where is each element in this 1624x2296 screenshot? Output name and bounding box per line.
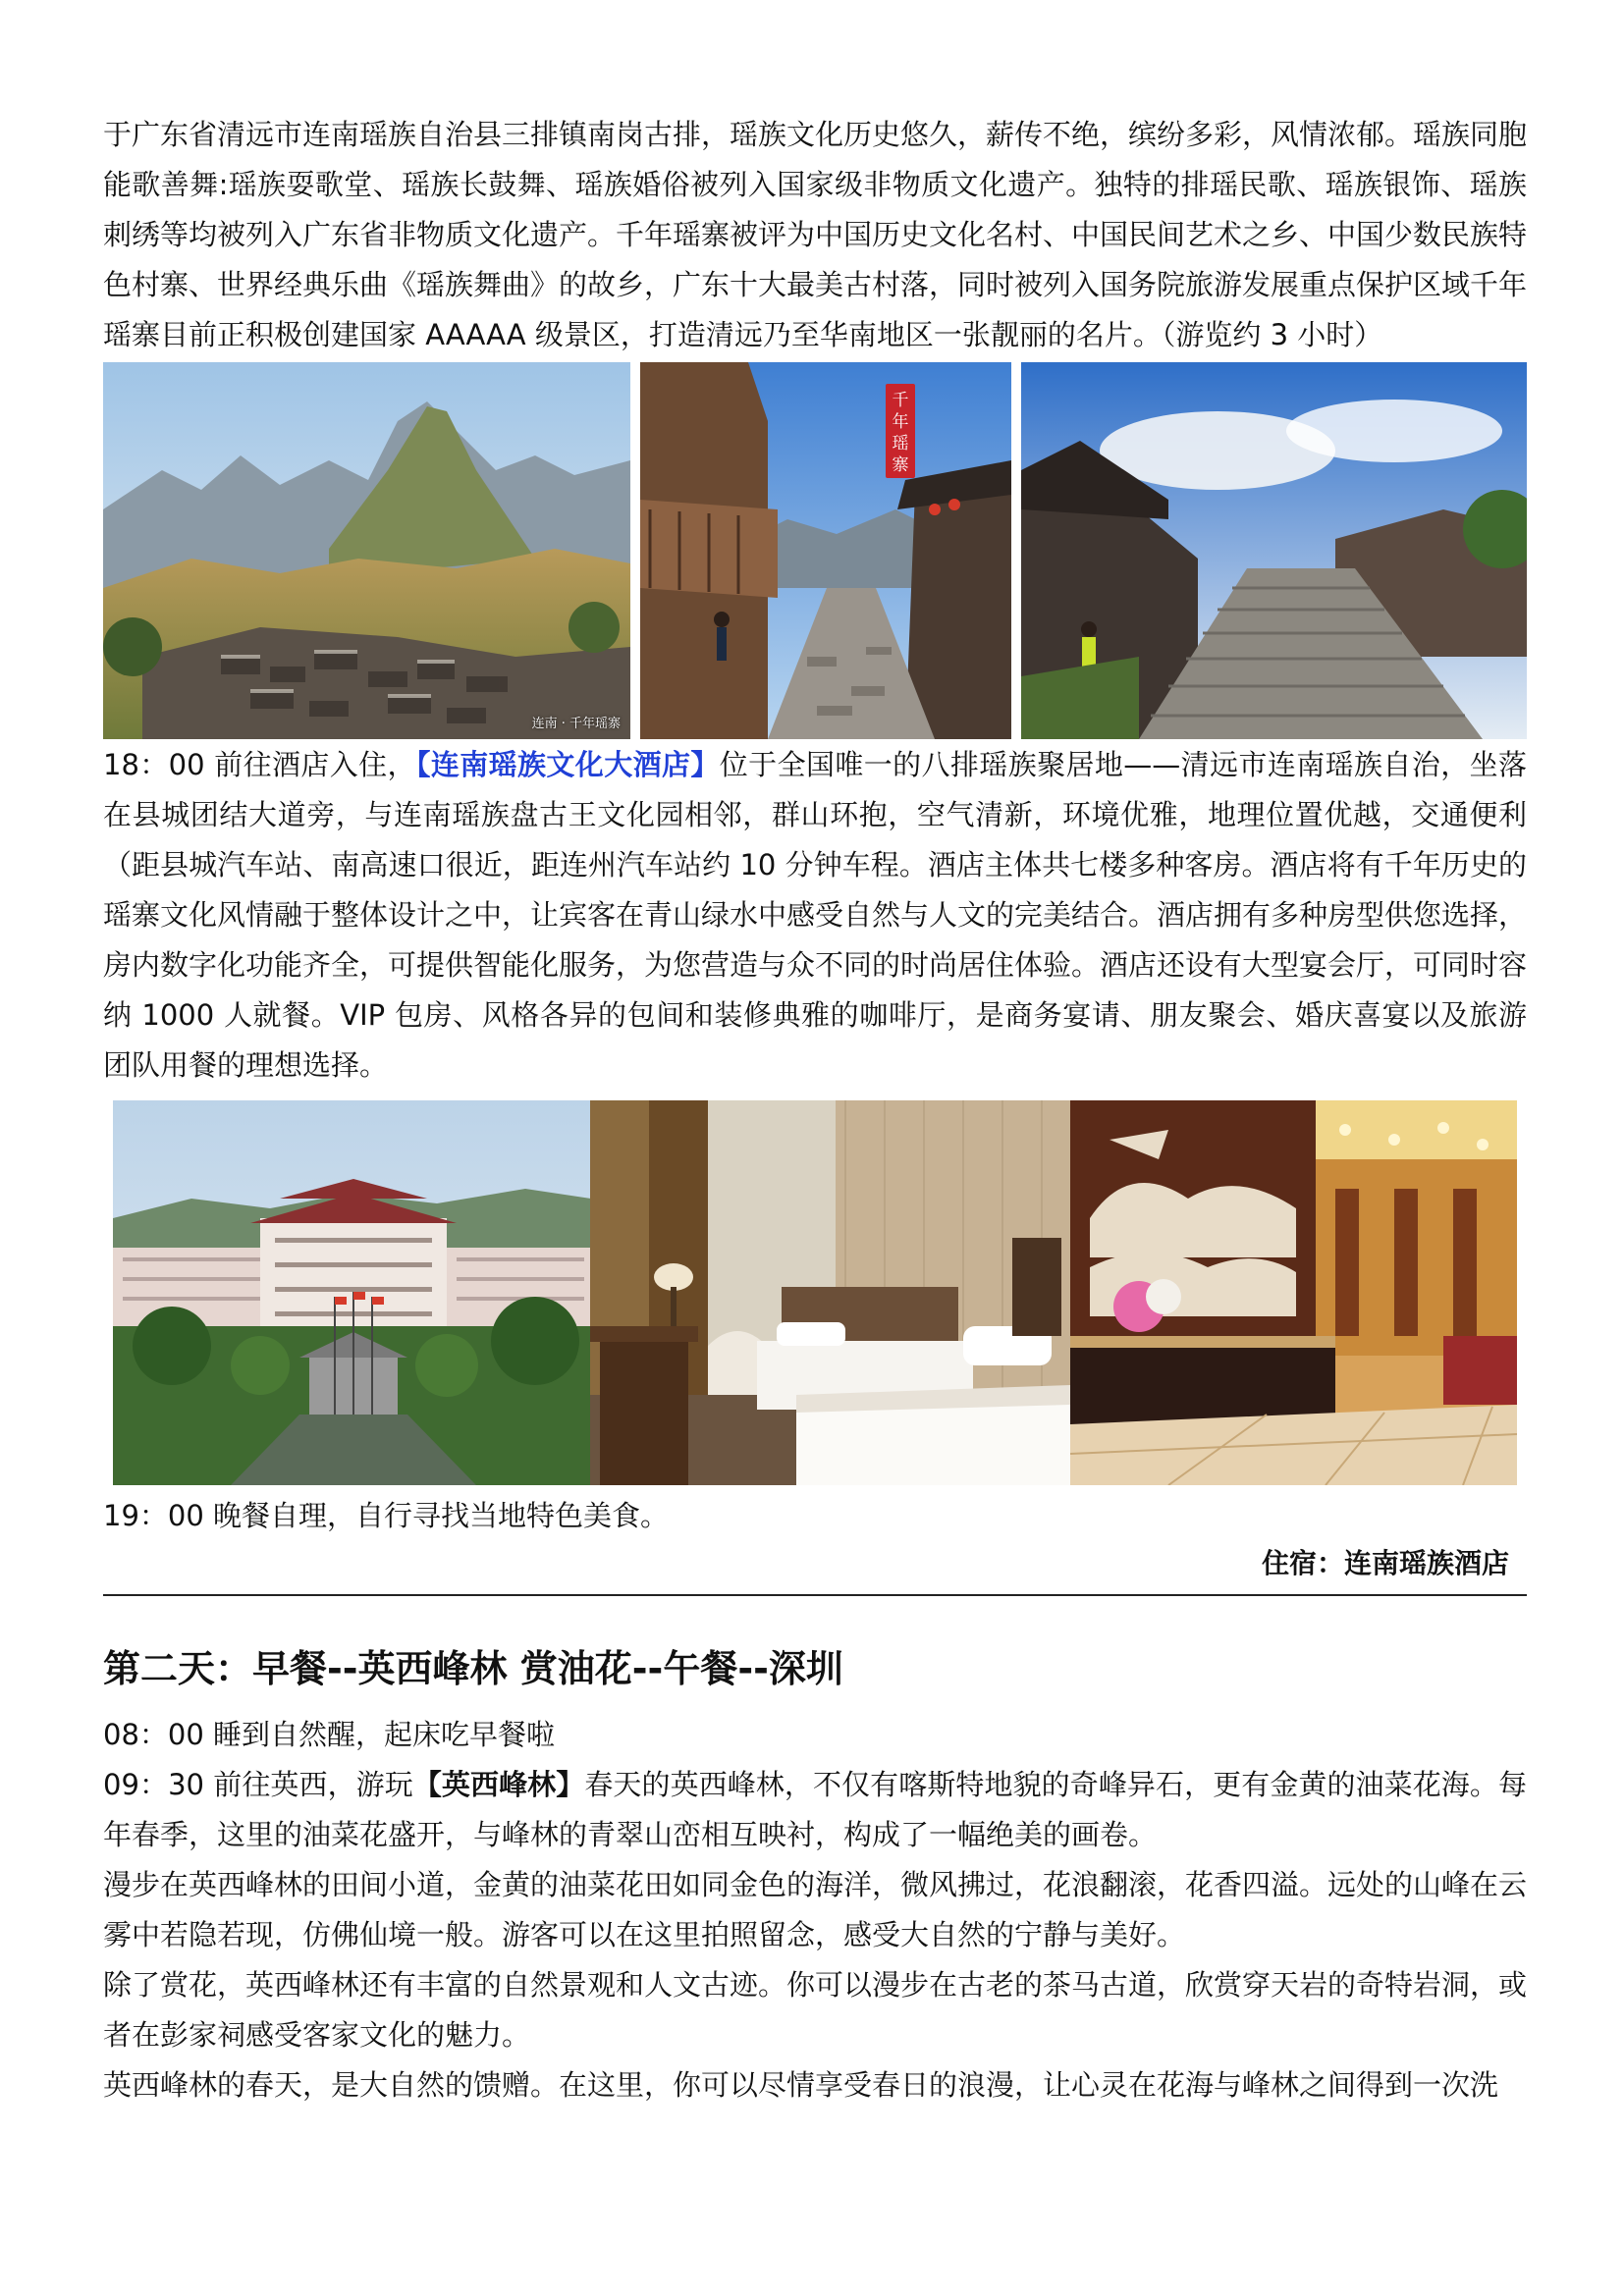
day2-title: 第二天：早餐--英西峰林 赏油花--午餐--深圳 bbox=[103, 1647, 843, 1690]
hotel-name: 【连南瑶族文化大酒店】 bbox=[415, 748, 720, 781]
hotel-building-image bbox=[113, 1100, 590, 1485]
hotel-paragraph bbox=[103, 740, 1527, 1091]
yao-village-photos bbox=[103, 362, 1527, 739]
day2-yingxi-text: 春天的英西峰林，不仅有喀斯特地貌的奇峰异石，更有金黄的油菜花海。每年春季，这里的油菜花盛开，与峰林的青翠山峦相互映衬，构成了一幅绝美的画卷。 bbox=[103, 1768, 1527, 1851]
hotel-lobby-image bbox=[1070, 1100, 1517, 1485]
hotel-exterior-photo bbox=[113, 1100, 590, 1485]
day2-yingxi-name: 【英西峰林】 bbox=[412, 1768, 585, 1801]
village-name-stamp: 千年瑶寨 bbox=[886, 384, 915, 478]
day2-spring-paragraph: 英西峰林的春天，是大自然的馈赠。在这里，你可以尽情享受春日的浪漫，让心灵在花海与峰林之间得到一次洗 bbox=[103, 2068, 1499, 2102]
twin-room-image bbox=[590, 1100, 1069, 1485]
hotel-description: 位于全国唯一的八排瑶族聚居地——清远市连南瑶族自治，坐落在县城团结大道旁，与连南瑶族盘古王文化园相邻，群山环抱，空气清新，环境优雅，地理位置优越，交通便利（距县城汽车站、南高速口很近，距连州汽车站约 10 分钟车程。酒店主体共七楼多种客房。酒店将有千年历史的瑶寨文化风情融于整体设计之中，让宾客在青山绿水中感受自然与人文的完美结合。酒店拥有多种房型供您选择，房内数字化功能齐全，可提供智能化服务，为您营造与众不同的时尚居住体验。酒店还设有大型宴会厅，可同时容纳 1000 人就餐。VIP 包房、风格各异的包间和装修典雅的咖啡厅，是商务宴请、朋友聚会、婚庆喜宴以及旅游团队用餐的理想选择。 bbox=[103, 748, 1528, 1082]
day2-sights-paragraph: 除了赏花，英西峰林还有丰富的自然景观和人文古迹。你可以漫步在古老的茶马古道，欣赏穿天岩的奇特岩洞，或者在彭家祠感受客家文化的魅力。 bbox=[103, 1968, 1528, 2052]
mountain-village-image bbox=[103, 362, 630, 739]
accommodation-line: 住宿：连南瑶族酒店 bbox=[1261, 1547, 1509, 1579]
day2-walk-paragraph: 漫步在英西峰林的田间小道，金黄的油菜花田如同金色的海洋，微风拂过，花浪翻滚，花香四溢。远处的山峰在云雾中若隐若现，仿佛仙境一般。游客可以在这里拍照留念，感受大自然的宁静与美好。 bbox=[103, 1868, 1528, 1951]
hotel-photos bbox=[103, 1100, 1527, 1485]
section-divider bbox=[103, 1594, 1527, 1596]
intro-paragraph: 于广东省清远市连南瑶族自治县三排镇南岗古排，瑶族文化历史悠久，薪传不绝，缤纷多彩，风情浓郁。瑶族同胞能歌善舞:瑶族耍歌堂、瑶族长鼓舞、瑶族婚俗被列入国家级非物质文化遗产。独特的排瑶民歌、瑶族银饰、瑶族刺绣等均被列入广东省非物质文化遗产。千年瑶寨被评为中国历史文化名村、中国民间艺术之乡、中国少数民族特色村寨、世界经典乐曲《瑶族舞曲》的故乡，广东十大最美古村落，同时被列入国务院旅游发展重点保护区域千年瑶寨目前正积极创建国家 AAAAA 级景区，打造清远乃至华南地区一张靓丽的名片。（游览约 3 小时） bbox=[103, 118, 1528, 351]
dinner-line: 19：00 晚餐自理，自行寻找当地特色美食。 bbox=[103, 1499, 670, 1532]
photo-caption: 连南 · 千年瑶寨 bbox=[531, 717, 621, 731]
yao-village-street-photo bbox=[640, 362, 1011, 739]
day2-breakfast-line: 08：00 睡到自然醒，起床吃早餐啦 bbox=[103, 1718, 556, 1751]
page-content bbox=[103, 110, 1527, 2110]
yao-village-stairs-photo bbox=[1021, 362, 1527, 739]
day2-yingxi-time: 09：30 前往英西，游玩 bbox=[103, 1768, 413, 1801]
stone-stairs-image bbox=[1021, 362, 1527, 739]
day2-yingxi-paragraph bbox=[103, 1760, 1527, 1860]
yao-village-panorama-photo bbox=[103, 362, 630, 739]
hotel-lobby-photo bbox=[1070, 1100, 1517, 1485]
hotel-time: 18：00 前往酒店入住， bbox=[103, 748, 416, 781]
village-street-image bbox=[640, 362, 1011, 739]
hotel-room-photo bbox=[590, 1100, 1069, 1485]
